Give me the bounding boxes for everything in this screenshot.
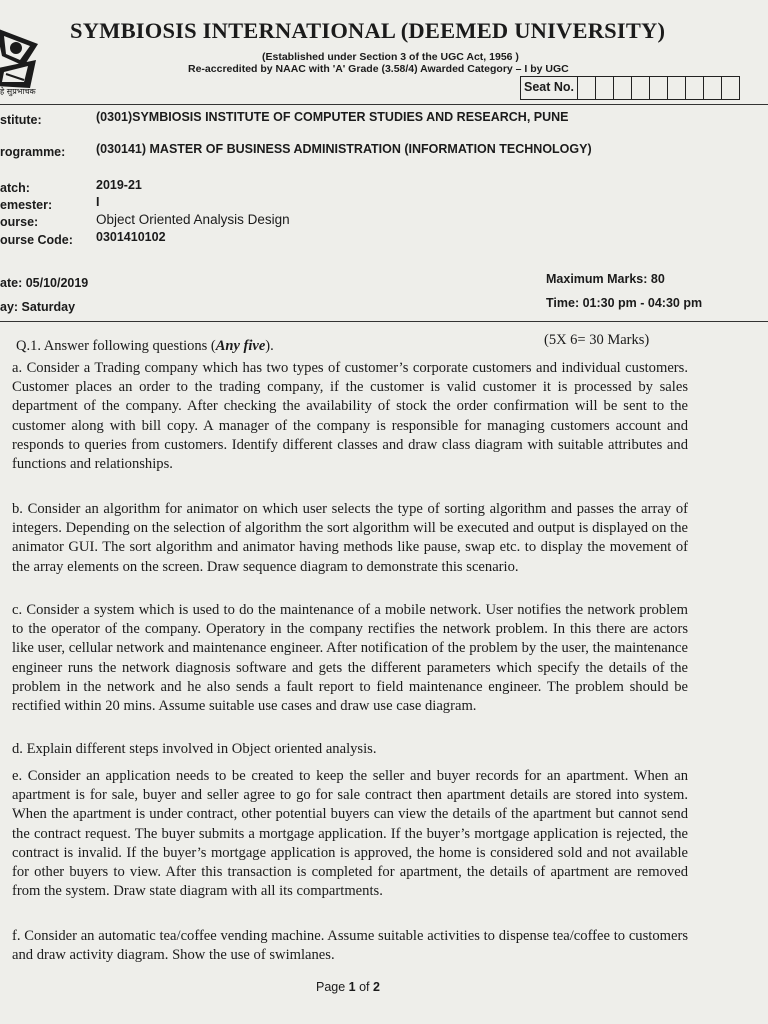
batch-label: atch: bbox=[0, 181, 30, 195]
maximum-marks: Maximum Marks: 80 bbox=[546, 272, 665, 286]
seat-digit-box bbox=[596, 77, 614, 99]
batch-value: 2019-21 bbox=[96, 178, 142, 192]
semester-value: I bbox=[96, 195, 100, 209]
question-heading-text: Q.1. Answer following questions ( bbox=[16, 338, 216, 354]
semester-label: emester: bbox=[0, 198, 53, 212]
question-part-c: c. Consider a system which is used to do the maintenance of a mobile network. User notifies the network problem to the operator of the company. Operatory in the company rectifies the network problem. In this there are actors like user, cellular network and maintenance engineer. After notification of the problem by the user, the maintenance engineer runs the network diagnosis software and gets the different parameters which specify the details of the problem in the network and he also sends a fault report to field maintenance engineer. The problem should be rectified within 20 mins. Assume suitable use cases and draw use case diagram. bbox=[12, 602, 688, 715]
header-divider bbox=[0, 104, 768, 105]
page-prefix: Page bbox=[316, 980, 349, 994]
page-indicator bbox=[316, 980, 380, 994]
logo-caption: हे सुप्रभाचक bbox=[0, 87, 36, 96]
details-divider bbox=[0, 321, 768, 322]
question-part-b: b. Consider an algorithm for animator on which user selects the type of sorting algorithm and passes the array of integers. Depending on the selection of algorithm the sort algorithm will be executed and output is displayed on the animator GUI. The sort algorithm and animator having methods like pause, swap etc. to display the movement of the array elements on the screen. Draw sequence diagram to demonstrate this scenario. bbox=[12, 501, 688, 575]
page-of: of bbox=[355, 980, 373, 994]
course-code-label: ourse Code: bbox=[0, 233, 73, 247]
course-label: ourse: bbox=[0, 215, 39, 229]
institute-value: (0301)SYMBIOSIS INSTITUTE OF COMPUTER STUDIES AND RESEARCH, PUNE bbox=[96, 110, 569, 124]
university-logo-icon bbox=[0, 26, 40, 94]
seat-digit-box bbox=[632, 77, 650, 99]
question-part-d: d. Explain different steps involved in Object oriented analysis. bbox=[12, 741, 377, 757]
question-marks: (5X 6= 30 Marks) bbox=[544, 332, 650, 348]
exam-time: Time: 01:30 pm - 04:30 pm bbox=[546, 296, 703, 310]
exam-day: ay: Saturday bbox=[0, 300, 76, 314]
seat-label: Seat No. bbox=[521, 77, 578, 99]
university-title: SYMBIOSIS INTERNATIONAL (DEEMED UNIVERSITY) bbox=[70, 18, 666, 43]
question-part-a: a. Consider a Trading company which has two types of customer’s corporate customers and individual customers. Customer places an order to the trading company, if the customer is valid customer it is processed by sales department of the company. After checking the availability of stock the order confirmation will be sent to the customer along with bill copy. A manager of the company is responsible for managing customers account and responds to queries from customers. Identify different classes and draw class diagram with suitable attributes and functions and relationships. bbox=[12, 360, 688, 473]
seat-digit-box bbox=[686, 77, 704, 99]
seat-digit-box bbox=[668, 77, 686, 99]
question-part-e: e. Consider an application needs to be created to keep the seller and buyer records for an apartment. When an apartment is for sale, buyer and seller agree to go for sale contract then apartment details are stored into system. When the apartment is under contract, other potential buyers can view the details of the apartment but cannot send the contract request. The buyer submits a mortgage application. If the buyer’s mortgage application is rejected, the contract is invalid. If the buyer’s mortgage application is approved, the home is considered sold and not available for other buyers to view. After this transaction is completed for apartment, the details of apartment are removed from the system. Draw state diagram with all its compartments. bbox=[12, 768, 688, 900]
programme-label: rogramme: bbox=[0, 145, 66, 159]
course-code-value: 0301410102 bbox=[96, 230, 166, 244]
establishment-line: (Established under Section 3 of the UGC Act, 1956 ) bbox=[262, 51, 519, 63]
question-heading-end: ). bbox=[265, 338, 274, 354]
question-part-f: f. Consider an automatic tea/coffee vending machine. Assume suitable activities to dispense tea/coffee to customers and draw activity diagram. Show the use of swimlanes. bbox=[12, 928, 688, 964]
seat-digit-box bbox=[578, 77, 596, 99]
page-current: 1 bbox=[348, 980, 356, 994]
seat-digit-box bbox=[650, 77, 668, 99]
seat-number-box bbox=[520, 76, 740, 100]
question-heading-emphasis: Any five bbox=[215, 338, 266, 354]
exam-date: ate: 05/10/2019 bbox=[0, 276, 89, 290]
page-total: 2 bbox=[373, 980, 380, 994]
seat-digit-box bbox=[722, 77, 739, 99]
accreditation-line: Re-accredited by NAAC with 'A' Grade (3.58/4) Awarded Category – I by UGC bbox=[188, 63, 569, 75]
institute-label: stitute: bbox=[0, 113, 42, 127]
seat-digit-box bbox=[614, 77, 632, 99]
seat-digit-box bbox=[704, 77, 722, 99]
course-value: Object Oriented Analysis Design bbox=[96, 212, 290, 227]
programme-value: (030141) MASTER OF BUSINESS ADMINISTRATION (INFORMATION TECHNOLOGY) bbox=[96, 142, 592, 156]
